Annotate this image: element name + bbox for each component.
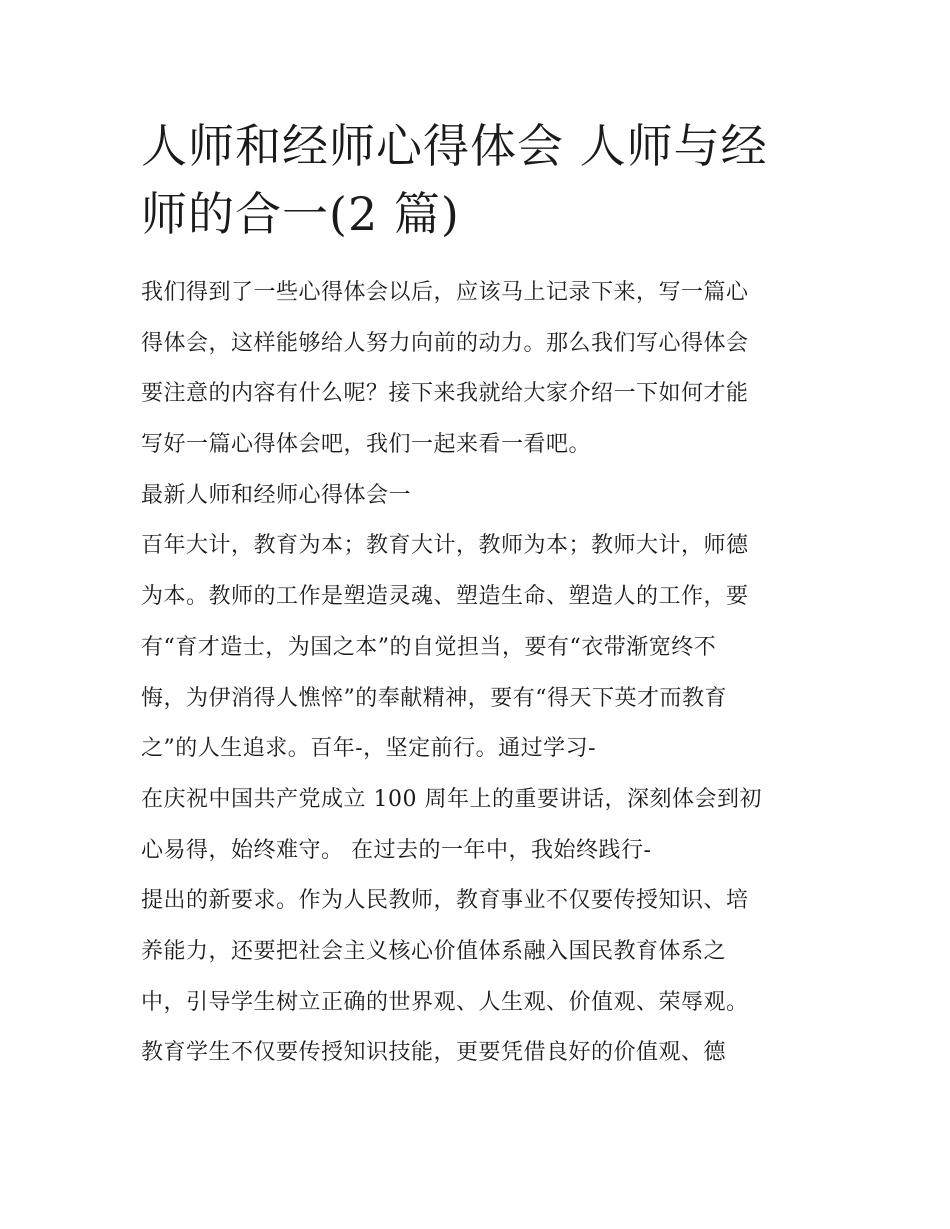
body-line: 教育学生不仅要传授知识技能，更要凭借良好的价值观、德 — [141, 1040, 727, 1066]
body-line: 之”的人生追求。百年-，坚定前行。通过学习- — [141, 736, 597, 762]
document-title — [141, 112, 813, 248]
body-line: 我们得到了一些心得体会以后，应该马上记录下来，写一篇心 — [141, 280, 749, 305]
body-line: 养能力，还要把社会主义核心价值体系融入国民教育体系之 — [141, 938, 727, 964]
body-line: 百年大计，教育为本；教育大计，教师为本；教师大计，师德 — [141, 533, 749, 559]
body-line: 提出的新要求。作为人民教师，教育事业不仅要传授知识、培 — [141, 888, 749, 914]
section-heading: 最新人师和经师心得体会一 — [141, 482, 412, 508]
title-line: 师的合一(2 篇) — [141, 187, 460, 241]
body-line: 悔，为伊消得人憔悴”的奉献精神，要有“得天下英才而教育 — [141, 685, 727, 711]
body-line: 得体会，这样能够给人努力向前的动力。那么我们写心得体会 — [141, 330, 749, 356]
body-line: 为本。教师的工作是塑造灵魂、塑造生命、塑造人的工作，要 — [141, 584, 749, 610]
document-body — [141, 268, 813, 1079]
body-line: 在庆祝中国共产党成立 100 周年上的重要讲话，深刻体会到初 — [141, 786, 762, 812]
body-line: 有“育才造士，为国之本”的自觉担当，要有“衣带渐宽终不 — [141, 634, 717, 660]
body-line: 写好一篇心得体会吧，我们一起来看一看吧。 — [141, 432, 592, 458]
body-line: 心易得，始终难守。 在过去的一年中，我始终践行- — [141, 837, 652, 863]
title-line: 人师和经师心得体会 人师与经 — [141, 119, 768, 173]
body-line: 中，引导学生树立正确的世界观、人生观、价值观、荣辱观。 — [141, 989, 749, 1015]
body-line: 要注意的内容有什么呢？接下来我就给大家介绍一下如何才能 — [141, 381, 749, 407]
document-page — [141, 112, 813, 1079]
